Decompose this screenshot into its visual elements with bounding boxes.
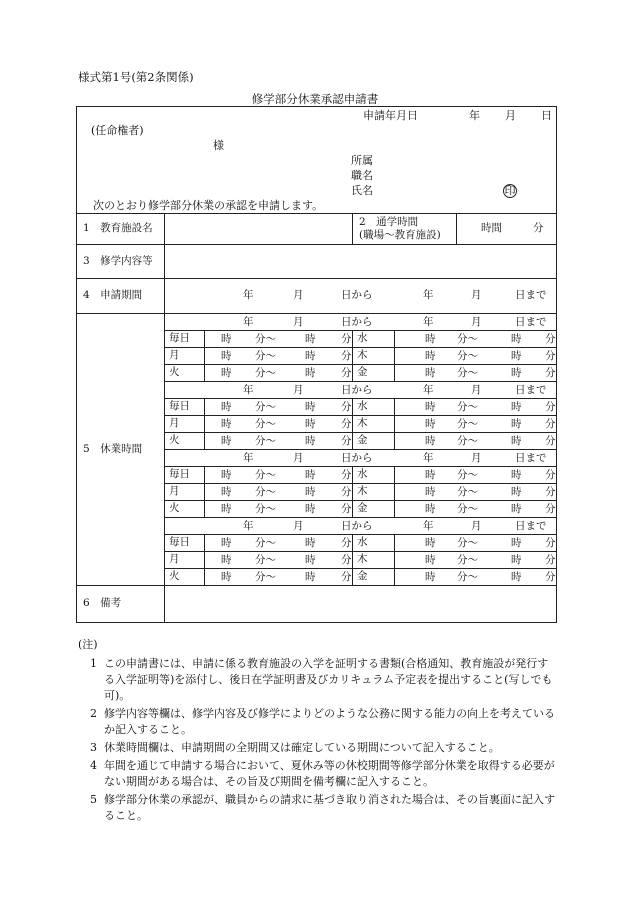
block-2-end-month: 月 xyxy=(471,384,482,396)
block-3-start-month: 月 xyxy=(293,452,304,464)
block-1-day-left-1: 毎日 xyxy=(165,331,205,348)
minute-tilde-unit: 分～ xyxy=(255,401,276,413)
block-3-end-until: 日まで xyxy=(515,452,547,464)
block-2-end-until: 日まで xyxy=(515,384,547,396)
block-4-time-left-2[interactable] xyxy=(205,552,353,569)
hour-unit: 時 xyxy=(425,367,436,379)
minute-tilde-unit: 分～ xyxy=(255,435,276,447)
applicant-section xyxy=(77,107,557,214)
block-3-end-month: 月 xyxy=(471,452,482,464)
block-1-date-range[interactable] xyxy=(165,314,557,331)
period-start-from: 日から xyxy=(341,289,373,301)
contents-label: 3 修学内容等 xyxy=(77,245,165,279)
block-3-day-right-1: 水 xyxy=(353,467,395,484)
hour-unit: 時 xyxy=(425,503,436,515)
hour-unit: 時 xyxy=(305,554,316,566)
minute-tilde-unit: 分～ xyxy=(255,418,276,430)
period-label: 4 申請期間 xyxy=(77,279,165,314)
hour-unit: 時 xyxy=(511,503,522,515)
commute-label-line2: (職場～教育施設) xyxy=(359,229,441,241)
minute-unit: 分 xyxy=(545,350,556,362)
block-1-time-right-3[interactable] xyxy=(395,365,557,382)
minute-tilde-unit: 分～ xyxy=(255,333,276,345)
block-1-end-until: 日まで xyxy=(515,316,547,328)
hour-unit: 時 xyxy=(305,350,316,362)
block-4-day-left-3: 火 xyxy=(165,569,205,586)
minute-unit: 分 xyxy=(545,333,556,345)
period-end-month: 月 xyxy=(471,289,482,301)
block-3-end-year: 年 xyxy=(423,452,434,464)
hour-unit: 時 xyxy=(221,350,232,362)
period-end-year: 年 xyxy=(423,289,434,301)
form-number: 様式第1号(第2条関係) xyxy=(78,70,194,84)
hour-unit: 時 xyxy=(425,571,436,583)
hour-unit: 時 xyxy=(511,469,522,481)
block-4-time-right-2[interactable] xyxy=(395,552,557,569)
minute-tilde-unit: 分～ xyxy=(457,401,478,413)
block-4-day-left-1: 毎日 xyxy=(165,535,205,552)
commute-label xyxy=(353,214,457,245)
minute-unit: 分 xyxy=(545,537,556,549)
block-4-date-range[interactable] xyxy=(165,518,557,535)
minute-unit: 分 xyxy=(341,401,352,413)
minute-unit: 分 xyxy=(545,435,556,447)
hour-unit: 時 xyxy=(511,435,522,447)
sama-label: 様 xyxy=(213,139,224,152)
hour-unit: 時 xyxy=(221,435,232,447)
note-number: 3 xyxy=(90,741,97,754)
commute-time-field[interactable] xyxy=(457,214,557,245)
block-1-time-left-2[interactable] xyxy=(205,348,353,365)
minute-tilde-unit: 分～ xyxy=(457,486,478,498)
block-2-day-right-1: 水 xyxy=(353,399,395,416)
block-3-day-left-3: 火 xyxy=(165,501,205,518)
hour-unit: 時 xyxy=(305,333,316,345)
minute-tilde-unit: 分～ xyxy=(457,435,478,447)
edu-facility-label: 1 教育施設名 xyxy=(77,214,165,245)
block-4-time-right-3[interactable] xyxy=(395,569,557,586)
minute-unit: 分 xyxy=(545,401,556,413)
hour-unit: 時 xyxy=(425,554,436,566)
document-title: 修学部分休業承認申請書 xyxy=(251,92,379,106)
hour-unit: 時 xyxy=(305,418,316,430)
block-3-time-left-2[interactable] xyxy=(205,484,353,501)
application-year: 年 xyxy=(469,109,480,122)
block-2-time-right-2[interactable] xyxy=(395,416,557,433)
minute-tilde-unit: 分～ xyxy=(457,350,478,362)
affiliation-label: 所属 xyxy=(351,154,373,167)
note-text: 修学内容等欄は、修学内容及び修学によりどのような公務に関する能力の向上を考えているか記入すること。 xyxy=(104,707,555,736)
block-2-day-right-3: 金 xyxy=(353,433,395,450)
note-item xyxy=(78,758,558,790)
hour-unit: 時 xyxy=(511,554,522,566)
block-4-end-month: 月 xyxy=(471,520,482,532)
block-2-day-left-1: 毎日 xyxy=(165,399,205,416)
hour-unit: 時 xyxy=(305,435,316,447)
notes-section xyxy=(78,637,558,826)
hour-unit: 時 xyxy=(305,537,316,549)
request-text: 次のとおり修学部分休業の承認を申請します。 xyxy=(93,199,324,212)
block-4-day-right-2: 木 xyxy=(353,552,395,569)
block-2-time-left-1[interactable] xyxy=(205,399,353,416)
minute-tilde-unit: 分～ xyxy=(457,537,478,549)
hour-unit: 時 xyxy=(221,503,232,515)
minute-tilde-unit: 分～ xyxy=(255,469,276,481)
hour-unit: 時 xyxy=(425,537,436,549)
minute-tilde-unit: 分～ xyxy=(255,503,276,515)
minute-unit: 分 xyxy=(341,469,352,481)
minute-tilde-unit: 分～ xyxy=(457,333,478,345)
block-2-day-left-2: 月 xyxy=(165,416,205,433)
block-4-day-right-1: 水 xyxy=(353,535,395,552)
hour-unit: 時 xyxy=(511,350,522,362)
block-4-time-left-3[interactable] xyxy=(205,569,353,586)
period-start-month: 月 xyxy=(293,289,304,301)
block-1-time-right-2[interactable] xyxy=(395,348,557,365)
note-item xyxy=(78,706,558,738)
minute-tilde-unit: 分～ xyxy=(457,554,478,566)
minute-tilde-unit: 分～ xyxy=(255,486,276,498)
minute-tilde-unit: 分～ xyxy=(457,469,478,481)
minute-unit: 分 xyxy=(545,469,556,481)
block-1-end-year: 年 xyxy=(423,316,434,328)
hour-unit: 時 xyxy=(425,435,436,447)
application-form-table xyxy=(76,106,557,623)
note-number: 4 xyxy=(90,759,97,772)
minute-tilde-unit: 分～ xyxy=(255,554,276,566)
block-4-time-right-1[interactable] xyxy=(395,535,557,552)
hour-unit: 時 xyxy=(305,571,316,583)
block-1-day-right-3: 金 xyxy=(353,365,395,382)
note-item xyxy=(78,792,558,824)
minute-unit: 分 xyxy=(341,571,352,583)
minute-unit: 分 xyxy=(341,486,352,498)
block-2-date-range[interactable] xyxy=(165,382,557,399)
hour-unit: 時 xyxy=(221,401,232,413)
hour-unit: 時 xyxy=(221,554,232,566)
minute-unit: 分 xyxy=(341,367,352,379)
block-3-day-right-2: 木 xyxy=(353,484,395,501)
hour-unit: 時 xyxy=(511,486,522,498)
minute-tilde-unit: 分～ xyxy=(255,537,276,549)
block-3-time-right-3[interactable] xyxy=(395,501,557,518)
note-number: 1 xyxy=(90,657,97,670)
commute-hours-unit: 時間 xyxy=(481,222,502,234)
note-text: 年間を通じて申請する場合において、夏休み等の休校期間等修学部分休業を取得する必要がない期間がある場合は、その旨及び期間を備考欄に記入すること。 xyxy=(104,759,555,788)
minute-unit: 分 xyxy=(341,537,352,549)
block-3-time-right-1[interactable] xyxy=(395,467,557,484)
block-3-time-left-1[interactable] xyxy=(205,467,353,484)
block-3-date-range[interactable] xyxy=(165,450,557,467)
hour-unit: 時 xyxy=(221,469,232,481)
hour-unit: 時 xyxy=(425,469,436,481)
minute-unit: 分 xyxy=(341,503,352,515)
name-label: 氏名 xyxy=(351,184,373,197)
hour-unit: 時 xyxy=(511,537,522,549)
note-text: この申請書には、申請に係る教育施設の入学を証明する書類(合格通知、教育施設が発行する入学証明等)を添付し、後日在学証明書及びカリキュラム予定表を提出すること(写しでも可)。 xyxy=(104,657,553,702)
minute-unit: 分 xyxy=(545,367,556,379)
minute-tilde-unit: 分～ xyxy=(457,418,478,430)
block-4-start-from: 日から xyxy=(341,520,373,532)
hour-unit: 時 xyxy=(221,333,232,345)
hour-unit: 時 xyxy=(221,571,232,583)
block-2-start-year: 年 xyxy=(243,384,254,396)
minute-unit: 分 xyxy=(545,503,556,515)
minute-tilde-unit: 分～ xyxy=(457,503,478,515)
hour-unit: 時 xyxy=(221,418,232,430)
minute-unit: 分 xyxy=(545,554,556,566)
position-label: 職名 xyxy=(351,169,373,182)
block-3-start-from: 日から xyxy=(341,452,373,464)
hour-unit: 時 xyxy=(511,333,522,345)
edu-facility-field[interactable] xyxy=(165,214,353,245)
minute-unit: 分 xyxy=(341,554,352,566)
block-2-start-month: 月 xyxy=(293,384,304,396)
block-4-day-left-2: 月 xyxy=(165,552,205,569)
block-4-time-left-1[interactable] xyxy=(205,535,353,552)
block-4-end-until: 日まで xyxy=(515,520,547,532)
block-2-day-left-3: 火 xyxy=(165,433,205,450)
period-start-year: 年 xyxy=(243,289,254,301)
note-number: 5 xyxy=(90,793,97,806)
block-4-end-year: 年 xyxy=(423,520,434,532)
block-1-time-right-1[interactable] xyxy=(395,331,557,348)
application-date-label: 申請年月日 xyxy=(363,109,418,122)
block-3-day-right-3: 金 xyxy=(353,501,395,518)
block-1-start-month: 月 xyxy=(293,316,304,328)
block-2-end-year: 年 xyxy=(423,384,434,396)
hour-unit: 時 xyxy=(511,418,522,430)
minute-unit: 分 xyxy=(341,333,352,345)
hour-unit: 時 xyxy=(305,367,316,379)
block-1-start-from: 日から xyxy=(341,316,373,328)
remarks-label: 6 備考 xyxy=(77,586,165,623)
minute-tilde-unit: 分～ xyxy=(255,350,276,362)
hour-unit: 時 xyxy=(425,401,436,413)
hour-unit: 時 xyxy=(221,367,232,379)
block-2-time-right-3[interactable] xyxy=(395,433,557,450)
block-2-time-right-1[interactable] xyxy=(395,399,557,416)
minute-tilde-unit: 分～ xyxy=(457,367,478,379)
application-month: 月 xyxy=(505,109,516,122)
minute-unit: 分 xyxy=(341,435,352,447)
block-3-time-right-2[interactable] xyxy=(395,484,557,501)
hour-unit: 時 xyxy=(425,418,436,430)
hour-unit: 時 xyxy=(511,571,522,583)
minute-unit: 分 xyxy=(545,418,556,430)
contents-field[interactable] xyxy=(165,245,557,279)
note-item xyxy=(78,656,558,704)
minute-unit: 分 xyxy=(545,571,556,583)
block-4-start-month: 月 xyxy=(293,520,304,532)
commute-label-line1: 2 通学時間 xyxy=(359,216,419,228)
commute-minutes-unit: 分 xyxy=(533,222,544,234)
hour-unit: 時 xyxy=(221,537,232,549)
block-1-day-left-3: 火 xyxy=(165,365,205,382)
block-4-day-right-3: 金 xyxy=(353,569,395,586)
hour-unit: 時 xyxy=(425,486,436,498)
hour-unit: 時 xyxy=(221,486,232,498)
minute-unit: 分 xyxy=(341,418,352,430)
notes-heading: (注) xyxy=(78,638,98,651)
minute-unit: 分 xyxy=(545,486,556,498)
block-4-start-year: 年 xyxy=(243,520,254,532)
appointer-label: (任命権者) xyxy=(91,124,144,137)
block-2-day-right-2: 木 xyxy=(353,416,395,433)
seal-mark: 印 xyxy=(504,184,516,197)
block-2-start-from: 日から xyxy=(341,384,373,396)
block-1-start-year: 年 xyxy=(243,316,254,328)
hour-unit: 時 xyxy=(425,350,436,362)
hour-unit: 時 xyxy=(305,503,316,515)
note-number: 2 xyxy=(90,707,97,720)
hour-unit: 時 xyxy=(511,367,522,379)
hour-unit: 時 xyxy=(305,401,316,413)
hour-unit: 時 xyxy=(305,469,316,481)
block-3-day-left-1: 毎日 xyxy=(165,467,205,484)
hour-unit: 時 xyxy=(305,486,316,498)
period-end-until: 日まで xyxy=(515,289,547,301)
block-3-time-left-3[interactable] xyxy=(205,501,353,518)
block-1-day-right-2: 木 xyxy=(353,348,395,365)
leave-time-label: 5 休業時間 xyxy=(77,314,165,586)
block-1-end-month: 月 xyxy=(471,316,482,328)
hour-unit: 時 xyxy=(425,333,436,345)
block-3-start-year: 年 xyxy=(243,452,254,464)
block-1-time-left-3[interactable] xyxy=(205,365,353,382)
application-day: 日 xyxy=(541,109,552,122)
minute-tilde-unit: 分～ xyxy=(457,571,478,583)
block-1-time-left-1[interactable] xyxy=(205,331,353,348)
note-text: 修学部分休業の承認が、職員からの請求に基づき取り消された場合は、その旨裏面に記入すること。 xyxy=(104,793,555,822)
remarks-field[interactable] xyxy=(165,586,557,623)
note-item xyxy=(78,740,558,756)
minute-unit: 分 xyxy=(341,350,352,362)
block-1-day-left-2: 月 xyxy=(165,348,205,365)
minute-tilde-unit: 分～ xyxy=(255,367,276,379)
block-2-time-left-2[interactable] xyxy=(205,416,353,433)
period-field[interactable] xyxy=(165,279,557,314)
block-1-day-right-1: 水 xyxy=(353,331,395,348)
block-3-day-left-2: 月 xyxy=(165,484,205,501)
hour-unit: 時 xyxy=(511,401,522,413)
minute-tilde-unit: 分～ xyxy=(255,571,276,583)
note-text: 休業時間欄は、申請期間の全期間又は確定している期間について記入すること。 xyxy=(104,741,500,754)
block-2-time-left-3[interactable] xyxy=(205,433,353,450)
